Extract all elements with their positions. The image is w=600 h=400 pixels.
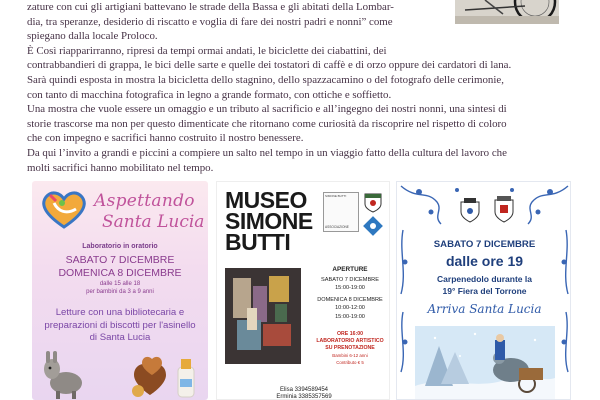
article-line: zature con cui gli artigiani battevano le strade della Bassa e gli abitati della Lombar-	[27, 1, 394, 13]
sunday-hours-morning: 10:00-12:00	[335, 305, 365, 311]
article-line: che con impegno e sacrifici hanno costruito il nostro benessere.	[27, 132, 304, 145]
coat-of-arms-icon	[363, 192, 383, 214]
aperture-label: APERTURE	[332, 266, 368, 273]
milk-bottle-icon	[172, 357, 200, 399]
cookies-icon	[128, 351, 174, 399]
date-sunday: DOMENICA 8 DICEMBRE	[58, 267, 182, 279]
poster-aspettando-santa-lucia	[32, 181, 208, 400]
sunday-hours-afternoon: 15:00-19:00	[335, 314, 365, 320]
article-line: dia, tra speranze, desiderio di riscatto e voglia di fare dei nostri padri e nonni” come	[27, 15, 393, 28]
date-saturday: SABATO 7 DICEMBRE	[65, 254, 175, 266]
event-title: Arriva Santa Lucia	[427, 302, 542, 316]
article-line: Sarà quindi esposta in mostra la bicicletta dello stagnino, dello spazzacamino o del fotografo delle cerimonie,	[27, 73, 504, 86]
article-line: contrabbandieri di grappa, le bici delle sarte e quelle dei tostatori di caffè e di orzo oppure dei cardatori di lana.	[27, 59, 512, 72]
event-fair: 19° Fiera del Torrone	[442, 286, 527, 296]
santa-lucia-illustration	[415, 326, 555, 400]
abstract-painting	[225, 268, 301, 364]
event-hour: dalle ore 19	[445, 253, 524, 269]
article-line: spiegano dalla locale Proloco.	[27, 30, 158, 43]
museum-title	[225, 187, 320, 255]
hours-label: dalle 15 alle 18	[99, 281, 141, 287]
article-line: Una mostra che vuole essere un omaggio e un tributo al sacrificio e all’ingegno dei nostri nonni, una sintesi di	[27, 103, 507, 116]
poster-arriva-santa-lucia	[396, 181, 571, 400]
poster-title-line2: Santa Lucia	[102, 212, 205, 232]
age-label: per bambini da 3 a 9 anni	[86, 289, 154, 295]
saturday-hours: 15:00-19:00	[335, 285, 365, 291]
saturday-date: SABATO 7 DICEMBRE	[321, 277, 379, 283]
emblem-icon	[363, 216, 383, 236]
contact-erminia: Erminia 3385357569	[276, 394, 332, 400]
poster-description: Letture con una bibliotecaria e preparazioni di biscotti per l'asinello di Santa Lucia	[44, 307, 196, 343]
workshop-fee: Contributo € 5	[336, 360, 364, 365]
contact-elisa: Elisa 3394589454	[279, 387, 329, 393]
museum-title-line2: SIMONE	[225, 208, 313, 234]
donkey-icon	[40, 349, 88, 399]
workshop-age: Bambini 6-12 anni	[332, 353, 368, 358]
heart-logo-icon	[36, 187, 92, 231]
sunday-date: DOMENICA 8 DICEMBRE	[317, 297, 383, 303]
article-line: È Così riapparirranno, ripresi da tempi ormai andati, le biciclette dei ciabattini, dei	[27, 44, 387, 57]
municipal-crest-icon	[459, 198, 481, 224]
event-date: SABATO 7 DICEMBRE	[433, 239, 536, 250]
article-body	[27, 0, 573, 175]
article-line: molti sacrifici hanno mobilitato nel tempo.	[27, 161, 214, 174]
event-place: Carpenedolo durante la	[437, 274, 532, 284]
bicycle-photo	[455, 0, 559, 24]
museum-title-line1: MUSEO	[225, 187, 307, 213]
town-crest-icon	[493, 196, 515, 224]
lab-label: Laboratorio in oratorio	[82, 243, 158, 250]
workshop-booking: SU PRENOTAZIONE	[325, 345, 375, 351]
poster-title-line1: Aspettando	[94, 191, 195, 211]
workshop-title: LABORATORIO ARTISTICO	[316, 338, 384, 344]
article-line: storie trascorse ma non per questo dimenticate che ritornano come curiosità da riscoprire nel rispetto di coloro	[27, 117, 507, 130]
logo-caption: SIMONE BUTTI	[325, 194, 347, 198]
museum-title-line3: BUTTI	[225, 229, 291, 255]
article-line: Da qui l’invito a grandi e piccini a compiere un salto nel tempo in un viaggio fatto della cultura del lavoro che	[27, 146, 507, 159]
workshop-time: ORE 16:00	[337, 331, 363, 337]
association-label: ASSOCIAZIONE	[325, 225, 349, 229]
poster-museo-simone-butti	[216, 181, 390, 400]
article-line: con tanto di macchina fotografica in legno a grande formato, con ottiche e soffietto.	[27, 88, 392, 101]
